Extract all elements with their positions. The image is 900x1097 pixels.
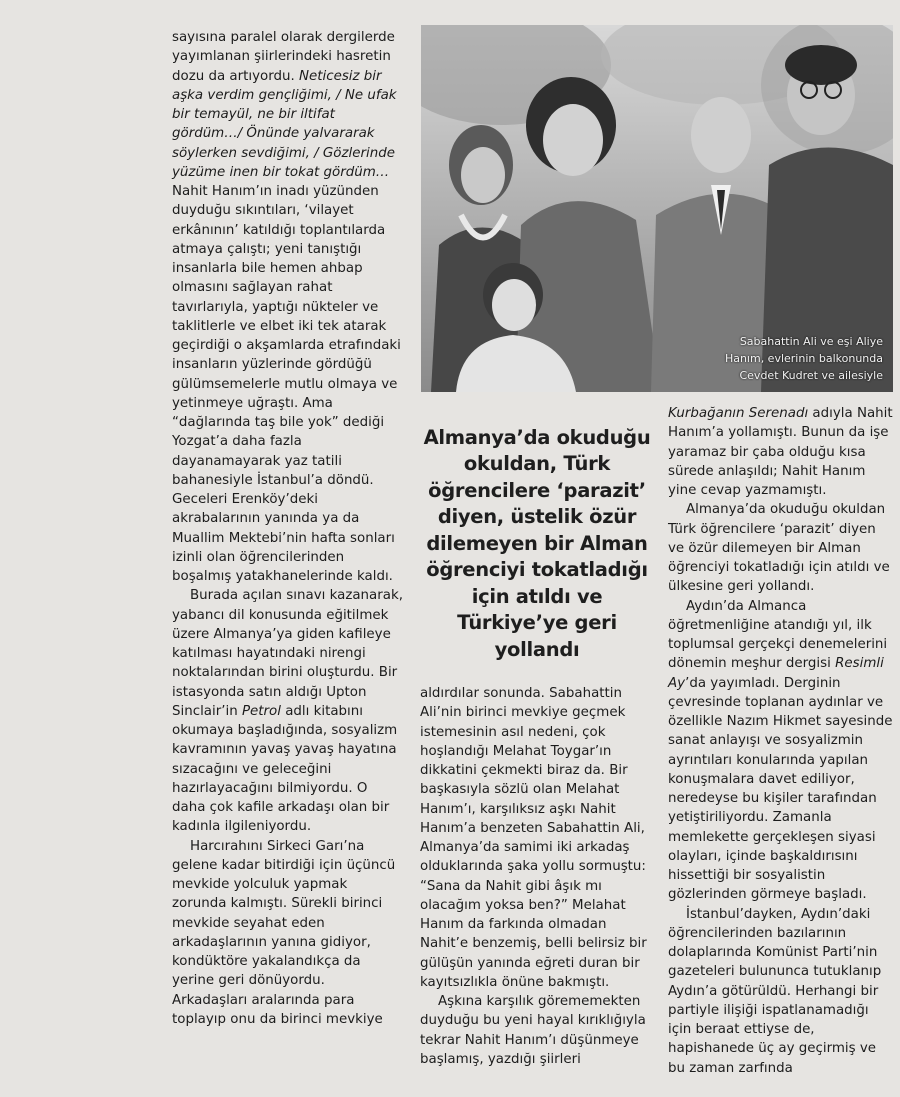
paragraph: Aydın’da Almanca öğretmenliğine atandığı yıl, ilk toplumsal gerçekçi denemelerini dönemin meşhur dergisi Resimli Ay’da yayımladı. Derginin çevresinde toplanan aydınlar ve özellikle Nazım Hikmet sayesinde sanat anlayışı ve sosyalizmin ayrıntıları konularında yapılan konuşmalara davet ediliyor, neredeyse bu kişiler tarafından yetiştiriliyordu. Zamanla memlekette gerçekleşen siyasi olayları, içinde başkaldırısını hissettiği bir sosyalistin gözlerinden görmeye başladı. [668, 598, 893, 903]
photo-caption [713, 333, 883, 384]
paragraph: Kurbağanın Serenadı adıyla Nahit Hanım’a yollamıştı. Bunun da işe yaramaz bir çaba olduğu kısa sürede anlaşıldı; Nahit Hanım yine cevap yazmamıştı. [668, 406, 893, 498]
family-photo [421, 25, 893, 392]
text-column-left [172, 28, 404, 1029]
paragraph: sayısına paralel olarak dergilerde yayımlanan şiirlerindeki hasretin dozu da artıyordu. Neticesiz bir aşka verdim gençliğimi, / Ne ufak bir temayül, ne bir iltifat gördüm…/ Önünde yalvararak söylerken sevdiğimi, / Gözlerinde yüzüme inen bir tokat gördüm… Nahit Hanım’ın inadı yüzünden duyduğu sıkıntıları, ‘vilayet erkânının’ katıldığı toplantılarda atmaya çalıştı; yeni tanıştığı insanlarla bile hemen ahbap olmasını sağlayan rahat tavırlarıyla, yaptığı nükteler ve taklitlerle ve elbet iki tek atarak geçirdiği o akşamlarda etrafındaki insanların yüzlerinde gördüğü gülümsemelerle mutlu olmaya ve yetinmeye uğraştı. Ama “dağlarında taş bile yok” dediği Yozgat’a daha fazla dayanamayarak yaz tatili bahanesiyle İstanbul’a döndü. Geceleri Erenköy’deki akrabalarının yanında ya da Muallim Mektebi’nin hafta sonları izinli olan öğrencilerinden boşalmış yatakhanelerinde kaldı. [172, 30, 401, 584]
paragraph: Burada açılan sınavı kazanarak, yabancı dil konusunda eğitilmek üzere Almanya’ya giden kafileye katılması hayatındaki nirengi noktalarından birini oluşturdu. Bir istasyonda satın aldığı Upton Sinclair’in Petrol adlı kitabını okumaya başladığında, sosyalizm kavramının yavaş yavaş hayatına sızacağını ve geleceğini hazırlayacağını bilmiyordu. O daha çok kafile arkadaşı olan bir kadınla ilgileniyordu. [172, 588, 403, 835]
caption-line: Hanım, evlerinin balkonunda [724, 352, 883, 365]
caption-line: Cevdet Kudret ve ailesiyle [739, 369, 883, 382]
book-title: Petrol [241, 703, 281, 719]
book-title: Kurbağanın Serenadı [668, 406, 809, 421]
paragraph: Almanya’da okuduğu okuldan Türk öğrencilere ‘parazit’ diyen ve özür dilemeyen bir Alman öğrenciyi tokatladığı için atıldı ve ülkesine geri yollandı. [668, 502, 890, 595]
paragraph: aldırdılar sonunda. Sabahattin Ali’nin birinci mevkiye geçmek istemesinin asıl nedeni, çok hoşlandığı Melahat Toygar’ın dikkatini çekmekti biraz da. Bir başkasıyla sözlü olan Melahat Hanım’ı, karşılıksız aşkı Nahit Hanım’a benzeten Sabahattin Ali, Almanya’da samimi iki arkadaş olduklarında şaka yollu sormuştu: “Sana da Nahit gibi âşık mı olacağım yoksa ben?” Melahat Hanım da farkında olmadan Nahit’e benzemiş, belli belirsiz bir gülüşün yanında eğreti duran bir kayıtsızlıkla önüne bakmıştı. [420, 686, 647, 990]
paragraph: Aşkına karşılık görememekten duyduğu bu yeni hayal kırıklığıyla tekrar Nahit Hanım’ı düşünmeye başlamış, yazdığı şiirleri [420, 994, 646, 1067]
pull-quote-text: Almanya’da okuduğu okuldan, Türk öğrencilere ‘parazit’ diyen, üstelik özür dilemeyen bir Alman öğrenciyi tokatladığı için atıldı ve Türkiye’ye geri yollandı [423, 425, 651, 661]
paragraph: İstanbul’dayken, Aydın’daki öğrencilerinden bazılarının dolaplarında Komünist Parti’nin gazeteleri bulununca tutuklanıp Aydın’a götürüldü. Herhangi bir partiyle ilişiği ispatlanamadığı için beraat ettiyse de, hapishanede üç ay geçirmiş ve bu zaman zarfında [668, 906, 882, 1076]
magazine-title: Resimli Ay [668, 656, 884, 691]
paragraph: Harcırahını Sirkeci Garı’na gelene kadar bitirdiği için üçüncü mevkide yolculuk yapmak zorunda kalmıştı. Sürekli birinci mevkide seyahat eden arkadaşlarının yanına gidiyor, kondüktöre yakalandıkça da yerine geri dönüyordu. Arkadaşları aralarında para toplayıp onu da birinci mevkiye [172, 838, 396, 1027]
poem-quote: Neticesiz bir aşka verdim gençliğimi, / Ne ufak bir temayül, ne bir iltifat gördüm…/ Önünde yalvararak söylerken sevdiğimi, / Gözlerinde yüzüme inen bir tokat gördüm… [172, 68, 397, 180]
caption-line: Sabahattin Ali ve eşi Aliye [739, 335, 883, 348]
text-column-middle [420, 684, 650, 1069]
text-column-right [668, 404, 893, 1078]
pull-quote [421, 408, 653, 680]
